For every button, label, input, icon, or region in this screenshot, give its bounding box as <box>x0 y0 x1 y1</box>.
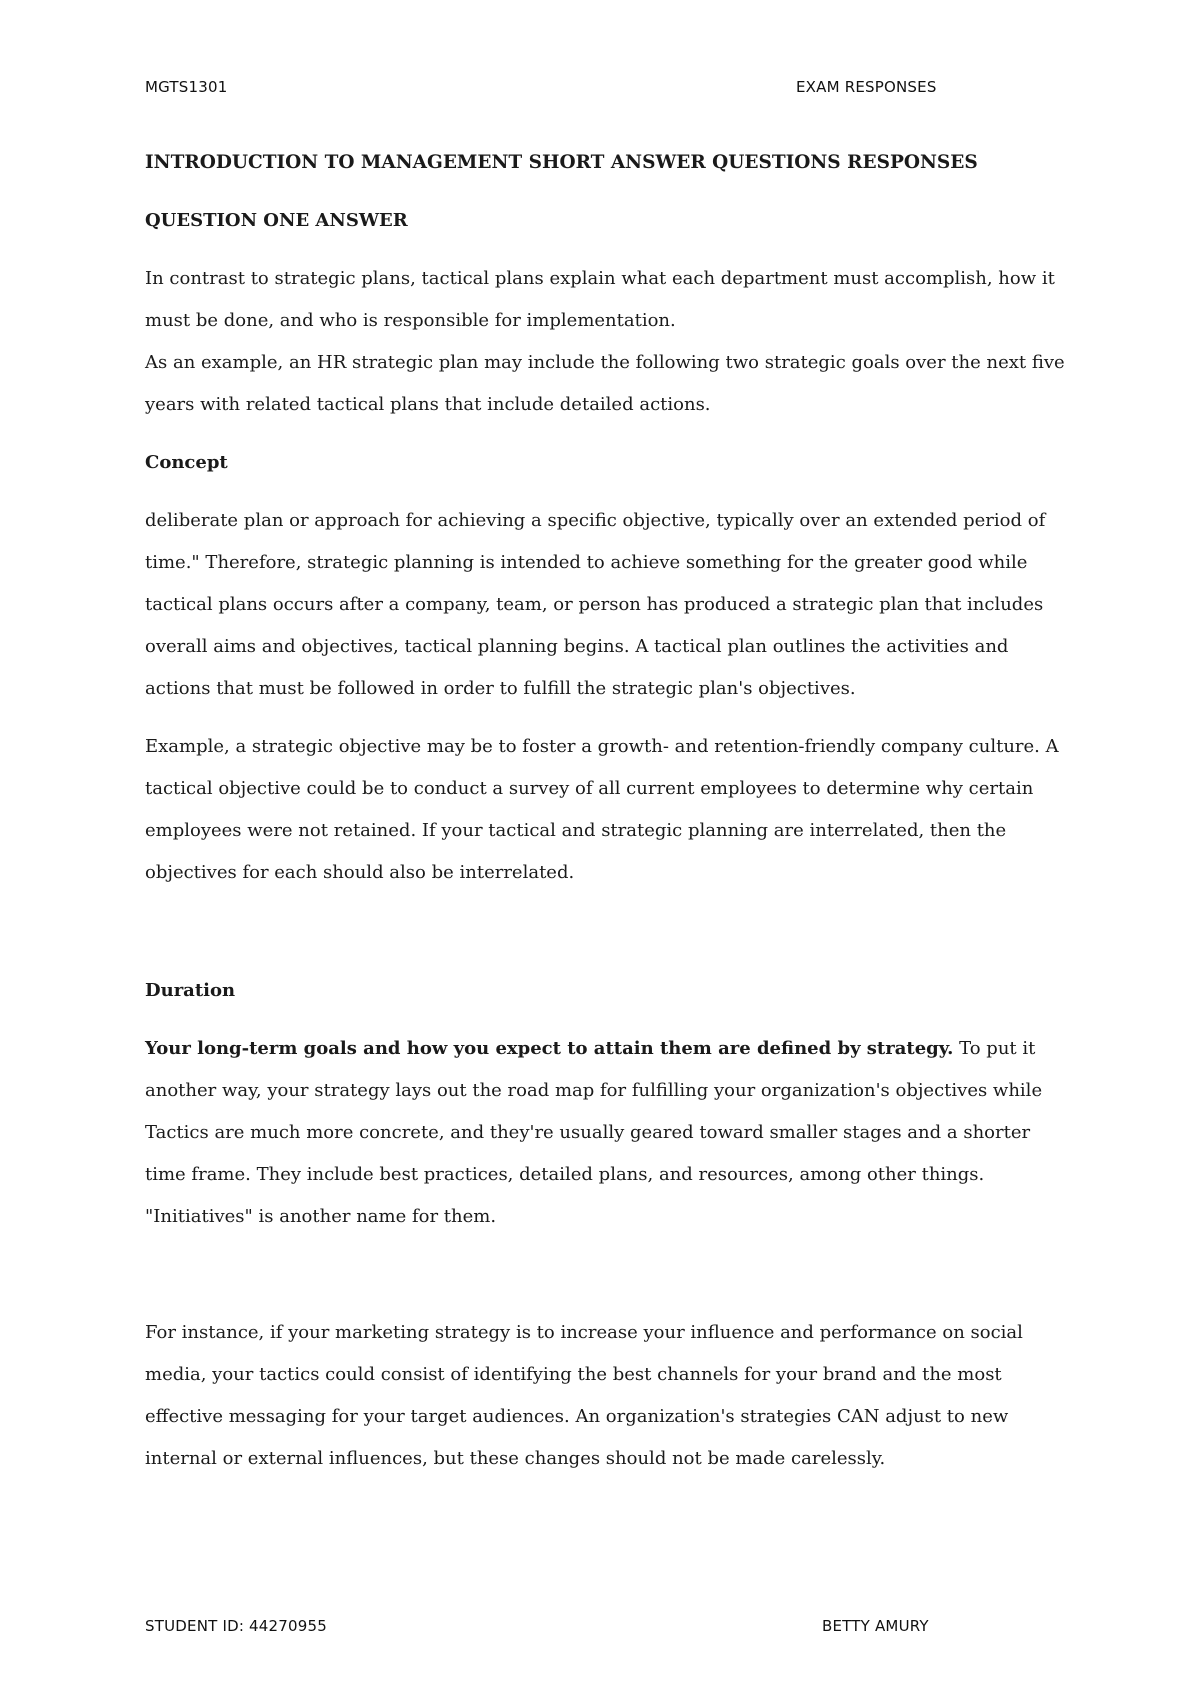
document-body <box>145 142 1075 1496</box>
example-paragraph: Example, a strategic objective may be to foster a growth- and retention-friendly company culture. A tactical objective could be to conduct a survey of all current employees to determine why certain employees were not retained. If your tactical and strategic planning are interrelated, then the objectives for each should also be interrelated. <box>145 736 1059 883</box>
document-title: INTRODUCTION TO MANAGEMENT SHORT ANSWER QUESTIONS RESPONSES <box>145 152 978 173</box>
concept-paragraph: deliberate plan or approach for achieving a specific objective, typically over an extended period of time." Therefore, strategic planning is intended to achieve something for the greater good while tactical plans occurs after a company, team, or person has produced a strategic plan that includes overall aims and objectives, tactical planning begins. A tactical plan outlines the activities and actions that must be followed in order to fulfill the strategic plan's objectives. <box>145 510 1046 699</box>
concept-heading: Concept <box>145 452 228 473</box>
question-heading: QUESTION ONE ANSWER <box>145 210 408 231</box>
header-doc-type: EXAM RESPONSES <box>796 78 937 96</box>
duration-heading: Duration <box>145 980 236 1001</box>
spacer <box>145 1254 1075 1312</box>
header-course-code: MGTS1301 <box>145 78 228 96</box>
intro-paragraph-2: As an example, an HR strategic plan may include the following two strategic goals over the next five years with related tactical plans that include detailed actions. <box>145 352 1065 415</box>
duration-rest-text: To put it another way, your strategy lays out the road map for fulfilling your organization's objectives while Tactics are much more concrete, and they're usually geared toward smaller stages and a shorter time frame. They include best practices, detailed plans, and resources, among other things. "Initiatives" is another name for them. <box>145 1038 1043 1227</box>
spacer <box>145 910 1075 970</box>
footer-student-name: BETTY AMURY <box>822 1617 929 1635</box>
instance-paragraph: For instance, if your marketing strategy is to increase your influence and performance on social media, your tactics could consist of identifying the best channels for your brand and the most effective messaging for your target audiences. An organization's strategies CAN adjust to new internal or external influences, but these changes should not be made carelessly. <box>145 1322 1023 1469</box>
intro-paragraph-1: In contrast to strategic plans, tactical plans explain what each department must accomplish, how it must be done, and who is responsible for implementation. <box>145 268 1055 331</box>
duration-bold-sentence: Your long-term goals and how you expect to attain them are defined by strategy. <box>145 1038 954 1059</box>
duration-paragraph <box>145 1028 1075 1238</box>
footer-student-id: STUDENT ID: 44270955 <box>145 1617 327 1635</box>
